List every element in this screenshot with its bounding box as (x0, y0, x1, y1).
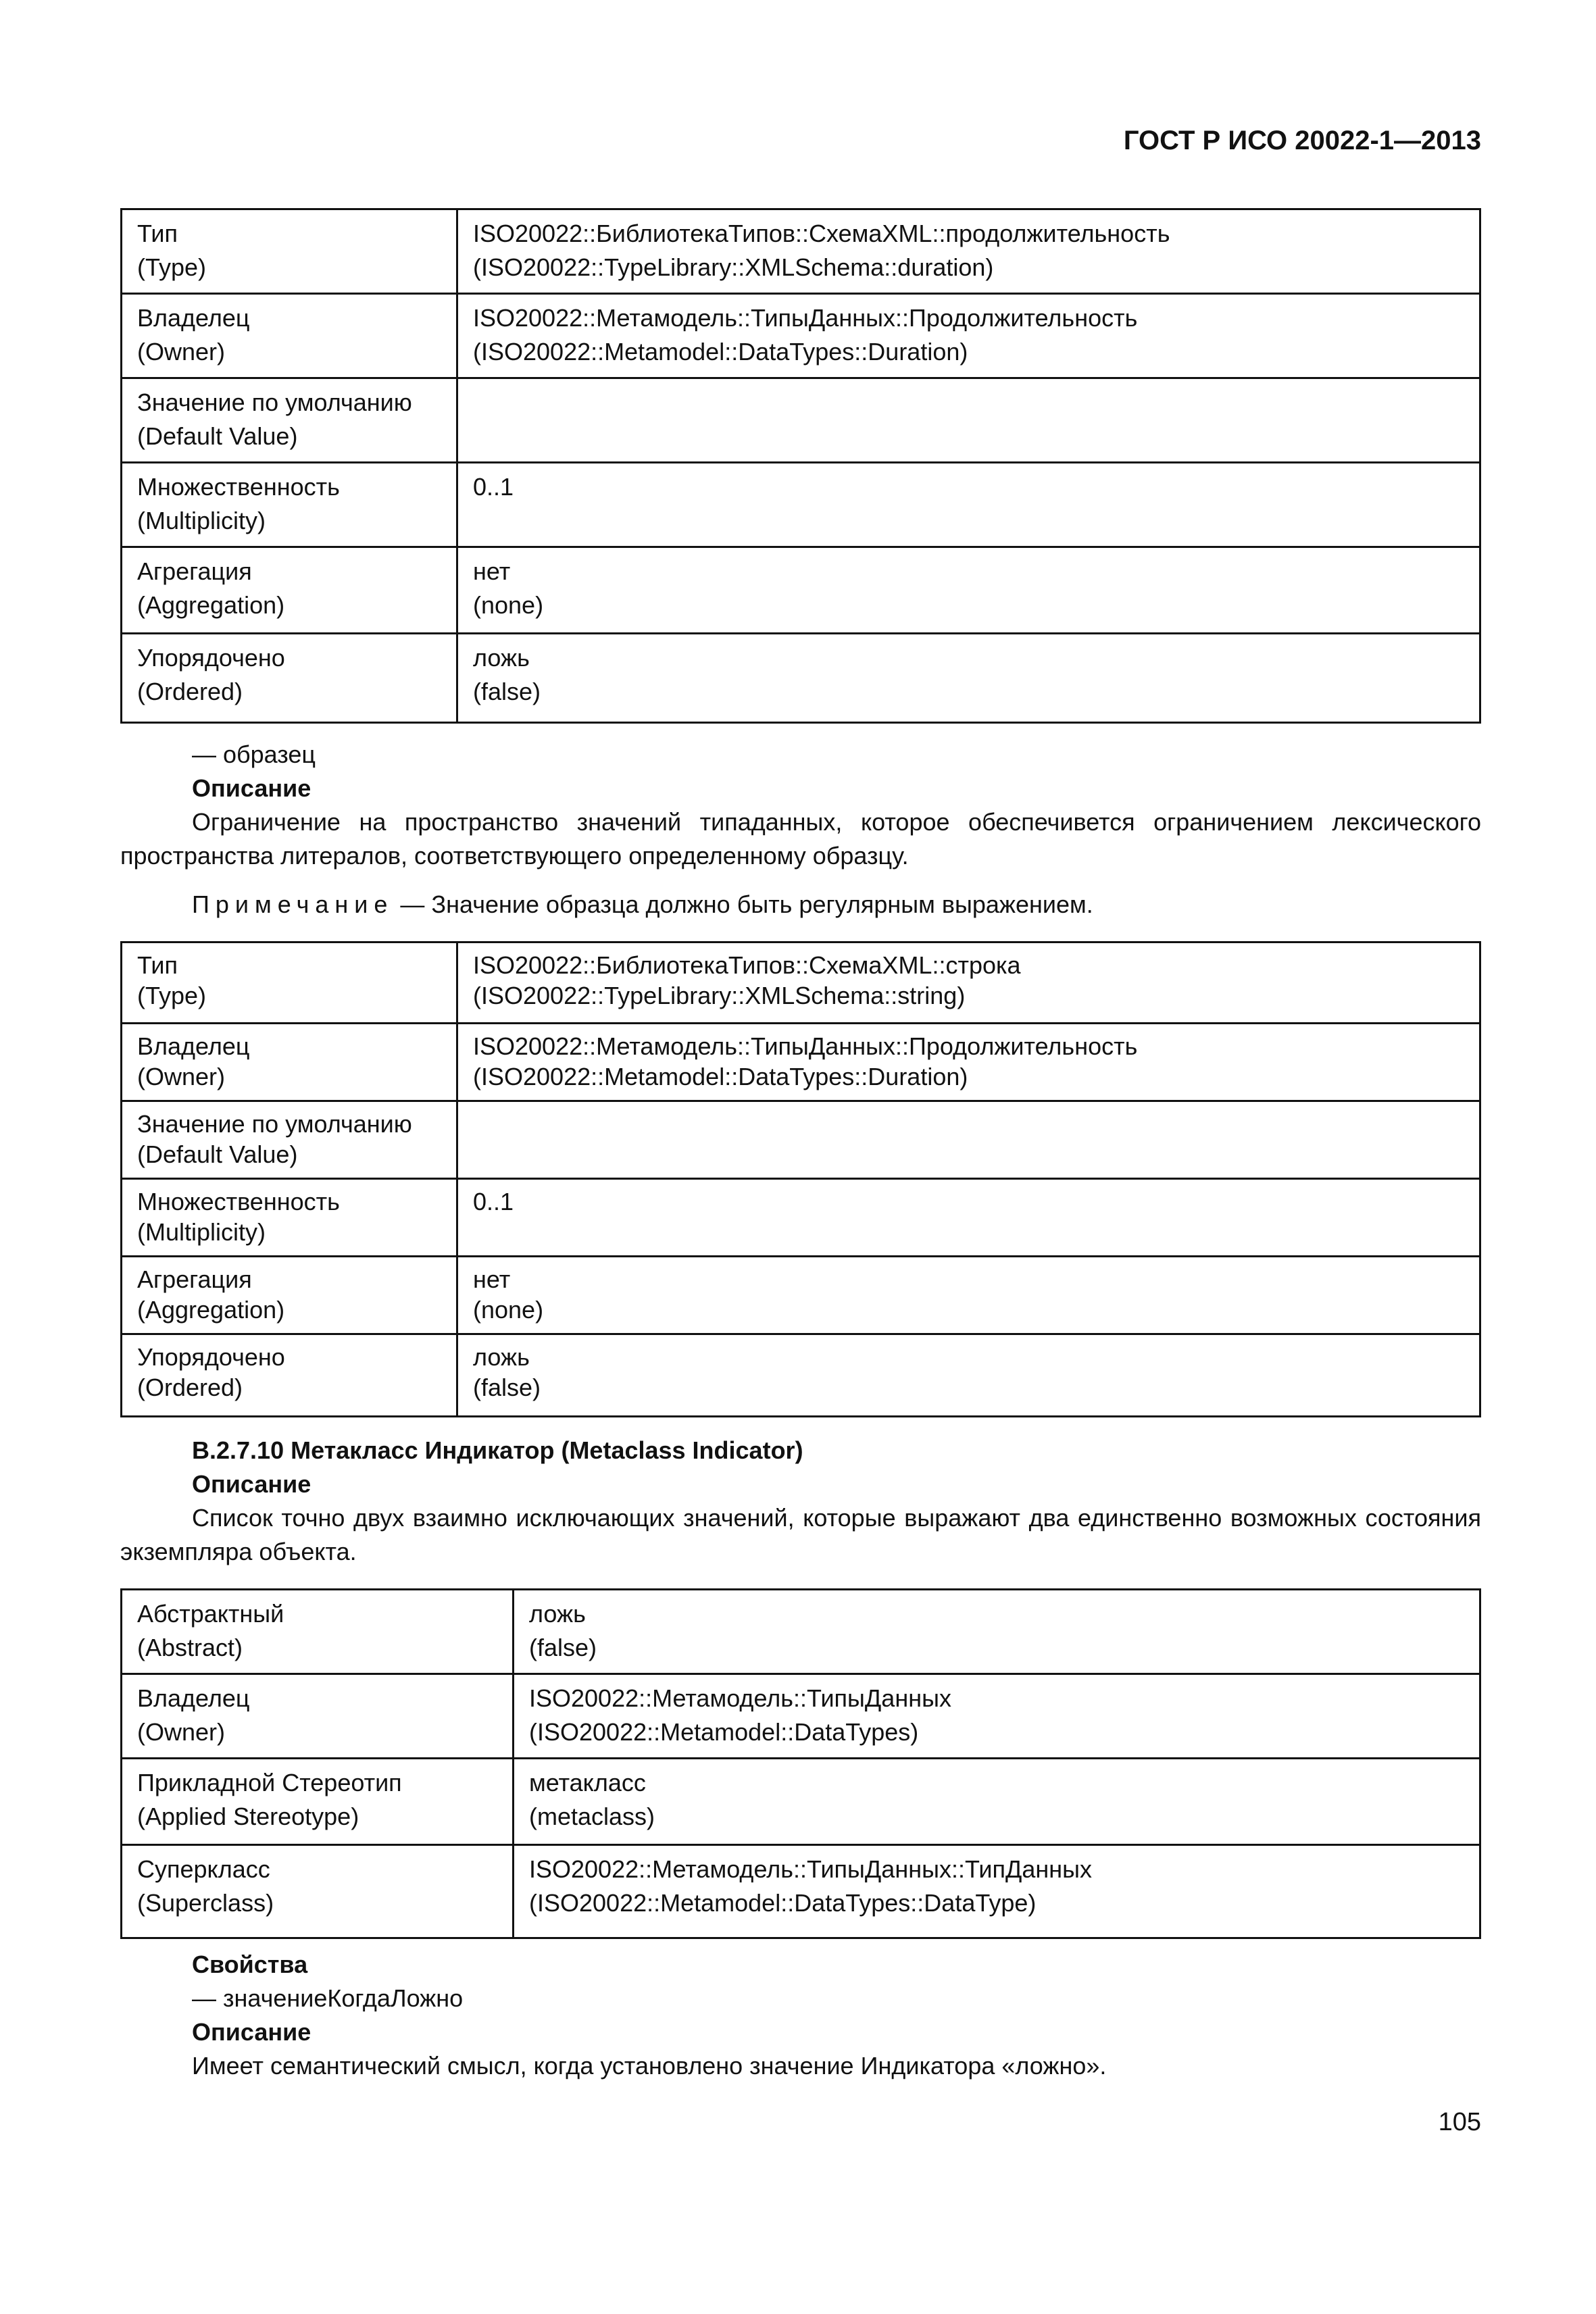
property-label-en: (Owner) (137, 338, 226, 366)
property-value-en: (ISO20022::Metamodel::DataTypes::Duration) (473, 338, 968, 366)
table-row (122, 942, 1480, 1024)
property-label-cell (122, 1257, 457, 1334)
property-label-ru: Тип (137, 220, 178, 247)
property-label-ru: Владелец (137, 304, 250, 332)
property-value-en: (ISO20022::Metamodel::DataTypes) (529, 1718, 919, 1746)
property-value-cell (457, 942, 1480, 1024)
property-label-en: (Aggregation) (137, 1296, 285, 1324)
note (120, 888, 1481, 922)
property-value-ru: нет (473, 557, 511, 585)
table-row (122, 209, 1480, 294)
property-label-cell (122, 294, 457, 378)
property-label-en: (Applied Stereotype) (137, 1803, 359, 1830)
property-value-en: (false) (529, 1634, 597, 1661)
table-row (122, 463, 1480, 547)
document-header: ГОСТ Р ИСО 20022-1—2013 (1123, 126, 1481, 155)
property-value-cell (457, 1257, 1480, 1334)
table-row (122, 1845, 1480, 1938)
description-heading: Описание (192, 774, 311, 802)
property-value-ru: ложь (473, 644, 530, 672)
property-label-ru: Упорядочено (137, 644, 285, 672)
property-label-ru: Суперкласс (137, 1855, 270, 1883)
property-label-cell (122, 1759, 514, 1845)
property-label-en: (Multiplicity) (137, 507, 266, 534)
property-label-cell (122, 209, 457, 294)
property-label-ru: Агрегация (137, 557, 252, 585)
properties-heading: Свойства (192, 1951, 308, 1978)
property-label-en: (Aggregation) (137, 591, 285, 619)
property-value-ru: ложь (529, 1600, 586, 1628)
property-label-cell (122, 378, 457, 463)
property-label-cell (122, 1179, 457, 1257)
metaclass-indicator-table (120, 1588, 1481, 1939)
property-value-en: (none) (473, 1296, 544, 1324)
description-text: Список точно двух взаимно исключающих значений, которые выражают два единственно возможных состояния экземпляра объекта. (120, 1504, 1481, 1565)
properties-table-pattern-duration (120, 208, 1481, 724)
property-label-en: (Ordered) (137, 1374, 243, 1401)
property-label-cell (122, 1024, 457, 1101)
property-label-ru: Абстрактный (137, 1600, 284, 1628)
property-label-cell (122, 547, 457, 634)
property-value-ru: ложь (473, 1343, 530, 1371)
property-value-ru: ISO20022::Метамодель::ТипыДанных::Продолжительность (473, 1032, 1138, 1060)
property-label-cell (122, 942, 457, 1024)
property-value-ru: 0..1 (473, 473, 514, 501)
property-value-en: (false) (473, 678, 541, 705)
property-value-en: (ISO20022::Metamodel::DataTypes::DataType) (529, 1889, 1037, 1917)
property-value-cell (457, 1101, 1480, 1179)
property-value-en: (ISO20022::TypeLibrary::XMLSchema::string) (473, 982, 966, 1009)
property-value-cell (457, 1179, 1480, 1257)
property-label-cell (122, 1101, 457, 1179)
property-value-cell (457, 1024, 1480, 1101)
property-label-cell (122, 1590, 514, 1674)
property-value-en: (none) (473, 591, 544, 619)
property-label-ru: Множественность (137, 1188, 340, 1215)
property-label-ru: Прикладной Стереотип (137, 1769, 402, 1796)
property-label-cell (122, 1334, 457, 1417)
description-heading: Описание (192, 1470, 311, 1498)
property-label-ru: Агрегация (137, 1265, 252, 1293)
description-heading: Описание (192, 2018, 311, 2046)
table-row (122, 634, 1480, 723)
properties-table-pattern-string (120, 941, 1481, 1417)
table-row (122, 547, 1480, 634)
property-label-cell (122, 1845, 514, 1938)
description-text: Ограничение на пространство значений типаданных, которое обеспечивется ограничением лексического пространства литералов, соответствующего определенному образцу. (120, 808, 1481, 870)
property-label-en: (Multiplicity) (137, 1218, 266, 1246)
property-value-en: (metaclass) (529, 1803, 655, 1830)
property-label-en: (Superclass) (137, 1889, 274, 1917)
property-label-en: (Abstract) (137, 1634, 243, 1661)
note-label: Примечание (192, 890, 394, 918)
property-value-en: (false) (473, 1374, 541, 1401)
property-label-cell (122, 634, 457, 723)
property-value-cell (514, 1759, 1480, 1845)
property-label-ru: Тип (137, 951, 178, 979)
property-value-ru: нет (473, 1265, 511, 1293)
property-value-cell (457, 463, 1480, 547)
table-row (122, 1257, 1480, 1334)
property-value-cell (457, 378, 1480, 463)
property-label-en: (Owner) (137, 1063, 226, 1090)
note-text: — Значение образца должно быть регулярным выражением. (400, 890, 1093, 918)
property-label-en: (Default Value) (137, 422, 298, 450)
property-value-cell (457, 547, 1480, 634)
property-item-value-when-false: — значениеКогдаЛожно (192, 1984, 464, 2012)
property-value-ru: 0..1 (473, 1188, 514, 1215)
table-row (122, 1101, 1480, 1179)
property-value-ru: ISO20022::БиблиотекаТипов::СхемаXML::строка (473, 951, 1021, 979)
property-label-en: (Type) (137, 982, 207, 1009)
property-value-ru: ISO20022::БиблиотекаТипов::СхемаXML::продолжительность (473, 220, 1170, 247)
property-value-en: (ISO20022::Metamodel::DataTypes::Duration) (473, 1063, 968, 1090)
property-value-ru: метакласс (529, 1769, 646, 1796)
property-value-cell (457, 1334, 1480, 1417)
property-label-ru: Значение по умолчанию (137, 1110, 412, 1138)
table-row (122, 378, 1480, 463)
property-label-ru: Множественность (137, 473, 340, 501)
table-row (122, 294, 1480, 378)
property-label-en: (Owner) (137, 1718, 226, 1746)
property-item-pattern: — образец (192, 740, 316, 768)
table-row (122, 1590, 1480, 1674)
description-text: Имеет семантический смысл, когда установлено значение Индикатора «ложно». (192, 2052, 1107, 2080)
property-value-ru: ISO20022::Метамодель::ТипыДанных::Продолжительность (473, 304, 1138, 332)
property-value-cell (457, 634, 1480, 723)
property-label-ru: Значение по умолчанию (137, 388, 412, 416)
property-value-en: (ISO20022::TypeLibrary::XMLSchema::duration) (473, 253, 994, 281)
section-heading: B.2.7.10 Метакласс Индикатор (Metaclass Indicator) (192, 1436, 803, 1464)
table-row (122, 1334, 1480, 1417)
property-label-ru: Упорядочено (137, 1343, 285, 1371)
property-value-cell (514, 1590, 1480, 1674)
property-value-cell (457, 294, 1480, 378)
property-label-cell (122, 463, 457, 547)
property-label-cell (122, 1674, 514, 1759)
property-value-cell (514, 1674, 1480, 1759)
table-row (122, 1024, 1480, 1101)
table-row (122, 1759, 1480, 1845)
property-label-en: (Type) (137, 253, 207, 281)
property-value-cell (514, 1845, 1480, 1938)
property-label-ru: Владелец (137, 1684, 250, 1712)
property-label-en: (Default Value) (137, 1140, 298, 1168)
property-value-cell (457, 209, 1480, 294)
property-value-ru: ISO20022::Метамодель::ТипыДанных (529, 1684, 951, 1712)
table-row (122, 1179, 1480, 1257)
property-label-ru: Владелец (137, 1032, 250, 1060)
property-label-en: (Ordered) (137, 678, 243, 705)
table-row (122, 1674, 1480, 1759)
property-value-ru: ISO20022::Метамодель::ТипыДанных::ТипДанных (529, 1855, 1093, 1883)
page-number: 105 (1438, 2108, 1481, 2136)
